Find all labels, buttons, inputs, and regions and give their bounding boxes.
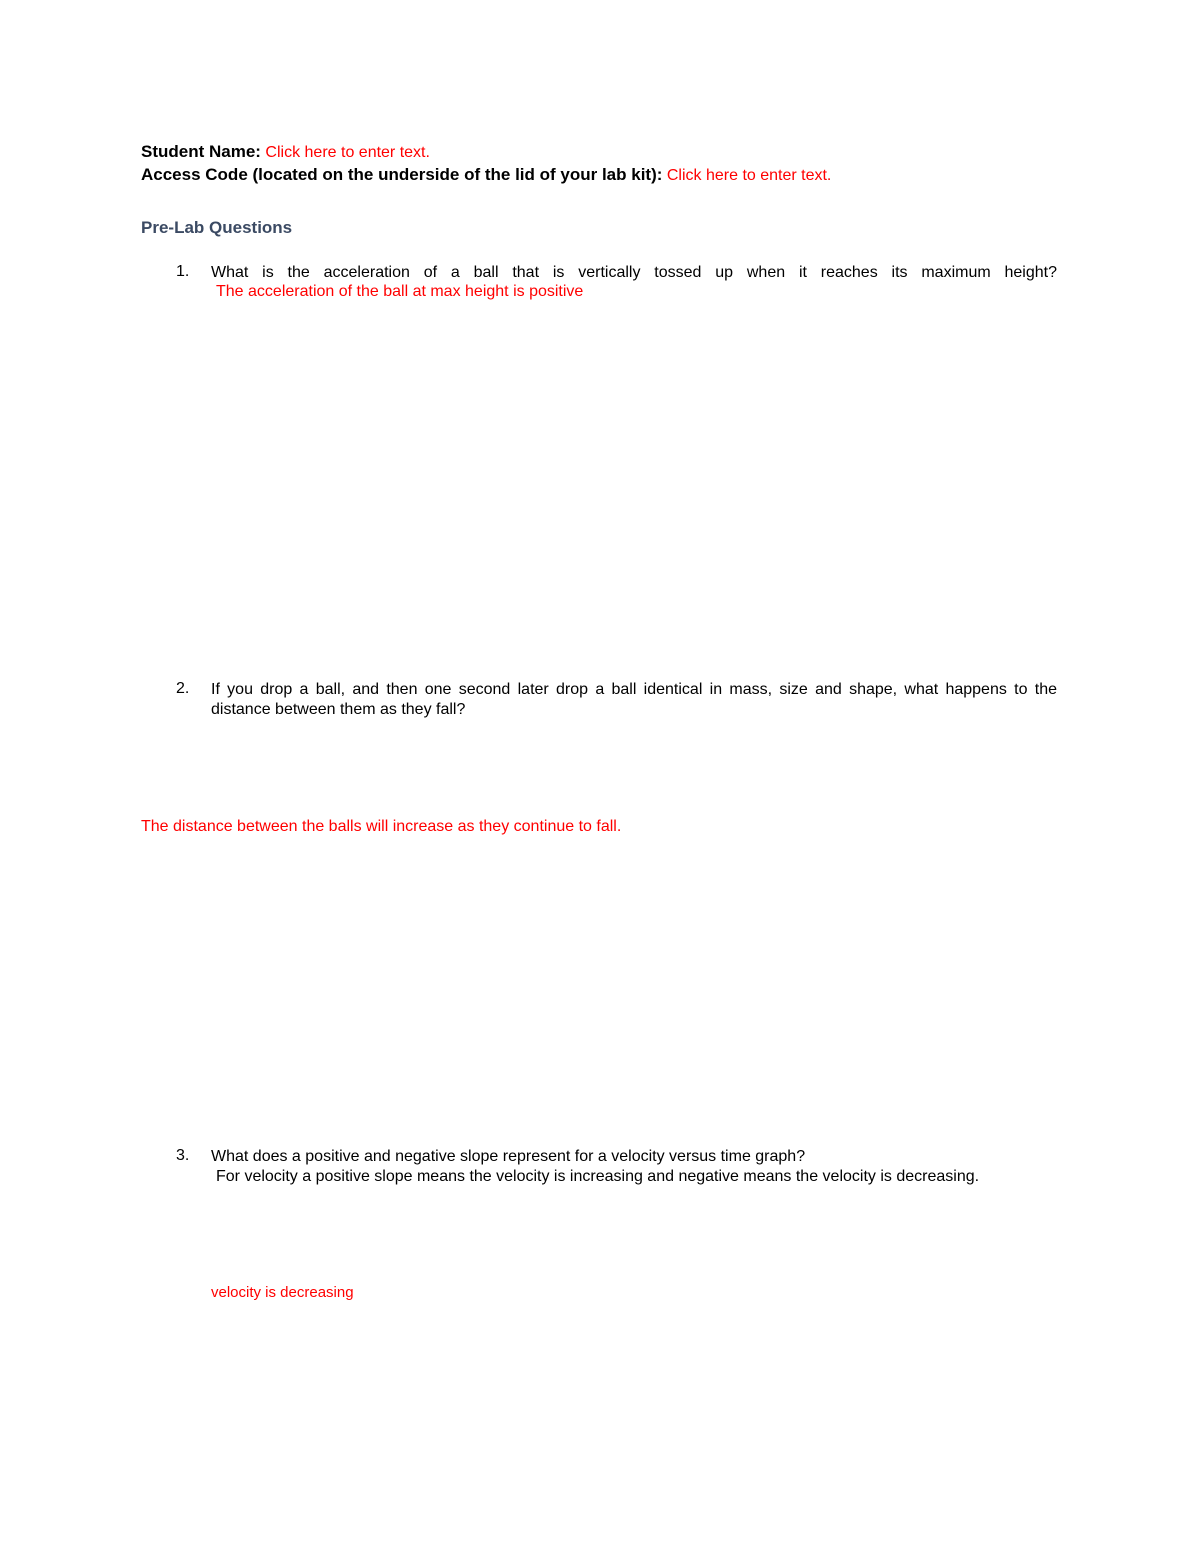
question-text	[211, 680, 1057, 720]
answer-text[interactable]: The distance between the balls will increase as they continue to fall.	[141, 818, 622, 835]
access-code-field[interactable]: Click here to enter text.	[666, 167, 832, 184]
access-code-row	[141, 165, 831, 185]
answer-text[interactable]: velocity is decreasing	[211, 1284, 354, 1301]
question-text-line: If you drop a ball, and then one second later drop a ball identical in mass, size and shape, what happens to the	[211, 681, 1057, 698]
section-title: Pre-Lab Questions	[141, 218, 293, 237]
question-number: 3.	[176, 1147, 190, 1164]
student-name-row	[141, 142, 430, 162]
student-name-label: Student Name:	[141, 142, 261, 161]
question-number: 1.	[176, 263, 190, 280]
access-code-label: Access Code (located on the underside of the lid of your lab kit):	[141, 165, 663, 184]
question-text-line: distance between them as they fall?	[211, 701, 466, 718]
question-text: What does a positive and negative slope represent for a velocity versus time graph?	[211, 1148, 806, 1165]
question-number: 2.	[176, 680, 190, 697]
answer-text[interactable]: For velocity a positive slope means the velocity is increasing and negative means the velocity is decreasing.	[216, 1168, 980, 1185]
question-text-line: What is the acceleration of a ball that is vertically tossed up when it reaches its maximum height?	[211, 264, 1057, 281]
question-text	[211, 263, 1057, 283]
student-name-field[interactable]: Click here to enter text.	[265, 144, 430, 161]
answer-text[interactable]: The acceleration of the ball at max height is positive	[216, 283, 584, 300]
